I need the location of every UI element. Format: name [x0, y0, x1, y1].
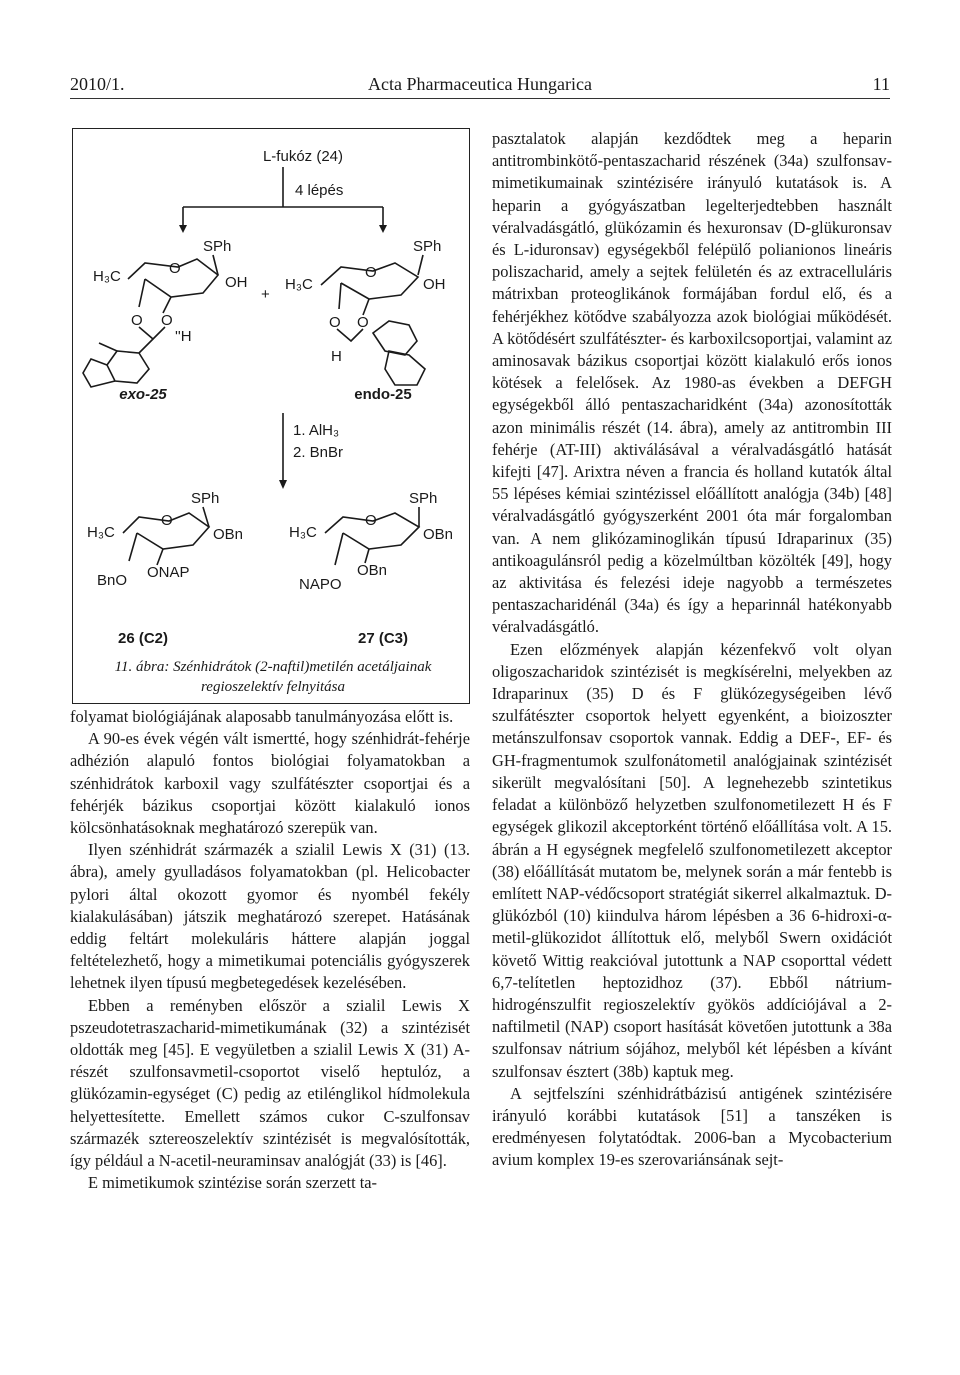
p26-ring-o: O: [161, 512, 173, 529]
left-paragraph-0: folyamat biológiájának alaposabb tanulmányozása előtt is.: [70, 707, 454, 726]
right-column: [492, 128, 892, 1172]
left-column: [70, 706, 470, 1194]
product-26-structure: [87, 490, 243, 589]
journal-title: Acta Pharmaceutica Hungarica: [368, 74, 592, 94]
p27-obn2-label: OBn: [357, 562, 388, 579]
caption-line-2: regioszelektív felnyitása: [201, 679, 345, 695]
p27-h3c-label: H₃C: [289, 524, 317, 541]
exo-25-structure: [83, 238, 248, 387]
plus-sign: +: [261, 286, 270, 303]
p26-h3c-label: H₃C: [87, 524, 115, 541]
p27-obn-label: OBn: [423, 526, 454, 543]
exo-h-label: ''H: [175, 328, 192, 345]
reagent-1: 1. AlH₃: [293, 422, 340, 439]
figure-caption: [87, 657, 459, 697]
reaction-scheme: [73, 129, 471, 705]
caption-line-1: 11. ábra: Szénhidrátok (2-naftil)metilén acetáljainak: [114, 659, 432, 675]
left-paragraph-3: Ebben a reményben először a szialil Lewis X pszeudotetraszacharid-mimetikumának (32) a szintézisét oldották meg [45]. E vegyületben a szialil Lewis X (31) A-részét szulfonsavmetil-csoportot viselő heptulóz, a glükózamin-egységet (C) pedig az etilénglikol hídmolekula helyettesítette. Emellett számos cukor C-szulfonsav származék sztereoszelektív szintézisét is megvalósították, így például a N-acetil-neuraminsav analógját (33) is [46].: [70, 995, 470, 1171]
exo-o1: O: [131, 312, 143, 329]
start-compound-label: L-fukóz (24): [262, 148, 344, 165]
p27-ring-o: O: [365, 512, 377, 529]
endo-25-structure: [285, 238, 446, 385]
header-rule: [70, 98, 890, 99]
endo-h-label: H: [331, 348, 342, 365]
exo-arrow-head: [179, 225, 187, 233]
right-paragraph-1: pasztalatok alapján kezdődtek meg a heparin antitrombinkötő-pentaszacharid részének (34a) szulfonsav-mimetikumainak szintézisére irányuló kutatások is. A heparin a gyógyászatban legelterjedtebben használt véralvadásgátló, glükózamin és hexuronsav (D-glükuronsav és L-iduronsav) egységekből felépülő polianionos lineáris poliszacharid, amely a sejtek felületén és az extracelluláris mátrixban proteoglikánok formájában fordul elő, és a fehérjékhez kötődve szabályozza azok biológiai működését. A kötődésért szulfátészter- és karboxilcsoportjai, valamint az aminosavak bázikus csoportjai között kialakuló erős ionos kötések a felelősek. Az 1980-as években a DEFGH egységekből álló pentaszacharidként (34a) azonosították azon minimális részét (14. ábra), amely az antitrombin III fehérje (AT-III) aktiválásával a véralvadásgátló hatását kifejti [47]. Arixtra néven a francia és holland kutatók által 55 lépéses kémiai szintézissel előállított analógja (34b) [48] véralvadásgátló gyógyszerként 2001 óta már forgalomban van. A nem glikózaminoglikán típusú Idraparinux (35) antikoagulánsról pedig a közelmúltban közölték [49], hogy az aktivitása és felezési ideje nagyobb a természetes pentaszacharidénál (34a) és így a heparinnál hatékonyabb véralvadásgátló.: [492, 129, 892, 637]
issue-year: 2010/1.: [70, 74, 125, 94]
endo-o2: O: [357, 314, 369, 331]
p27-napo-label: NAPO: [299, 576, 342, 593]
endo-sph-label: SPh: [413, 238, 442, 255]
endo-ring-o: O: [365, 264, 377, 281]
figure-11: [72, 128, 470, 704]
reagent-2: 2. BnBr: [293, 444, 344, 461]
running-header: [70, 72, 890, 96]
steps-label: 4 lépés: [295, 182, 344, 199]
left-paragraph-4: E mimetikumok szintézise során szerzett ta-: [88, 1173, 378, 1193]
right-paragraph-3: A sejtfelszíni szénhidrátbázisú antigének szintézisére irányuló korábbi kutatások [51] a tanszéken is eredményesen folytatódtak. 2006-ban a Mycobacterium avium komplex 19-es szerovariánsának sejt-: [492, 1083, 892, 1170]
product-27-structure: [289, 490, 453, 593]
product-27-label: 27 (C3): [357, 630, 409, 647]
p26-obn-label: OBn: [213, 526, 244, 543]
endo-o1: O: [329, 314, 341, 331]
endo-h3c-label: H₃C: [285, 276, 313, 293]
endo-oh-label: OH: [423, 276, 446, 293]
exo-h3c-label: H₃C: [93, 268, 121, 285]
p26-bno-label: BnO: [97, 572, 128, 589]
endo-arrow-head: [379, 225, 387, 233]
endo-25-label: endo-25: [354, 386, 412, 403]
p26-onap-label: ONAP: [147, 564, 190, 581]
left-paragraph-1: A 90-es évek végén vált ismertté, hogy szénhidrát-fehérje adhézión alapuló fontos biológiai folyamatokban a szénhidrátok karboxil vagy szulfátészter csoportjai és a fehérjék bázikus csoportjai között kialakuló ionos kölcsönhatásoknak meghatározó szerepük van.: [70, 729, 470, 838]
exo-ring-o: O: [169, 260, 181, 277]
page-number: 11: [872, 74, 890, 94]
reduction-arrow-head: [279, 480, 287, 489]
exo-oh-label: OH: [225, 274, 248, 291]
p27-sph-label: SPh: [409, 490, 438, 507]
exo-o2: O: [161, 312, 173, 329]
right-paragraph-2: Ezen előzmények alapján kézenfekvő volt olyan oligoszacharidok szintézisét is megkísérelni, melyekben az Idraparinux (35) D és F glükózegységeiben lévő szulfátészter csoportok helyett egyenként, a bioizoszter metánszulfonsav csoportok vannak. Eddig a DEF-, EF- és GH-fragmentumok szulfonátometil analógjainak szintézisét sikerült megvalósítani [50]. A legnehezebb szintetikus feladat a különböző helyzetben szulfonometilezett H és F egységek glikozil akceptorként történő előállítása volt. A 15. ábrán a H egységnek megfelelő szulfonometilezett akceptor (38) előállítását mutatom be, melynek során a már fentebb is említett NAP-védőcsoport stratégiát sikerrel alkalmaztuk. D-glükózból (10) kiindulva három lépésben a 36 6-hidroxi-α-metil-glükozidot állítottuk elő, melyből Swern oxidációt követő Wittig reakcióval jutottunk a NAP csoporttal védett 6,7-telítetlen heptozidhoz (37). Ebből nátrium-hidrogénszulfit regioszelektív gyökös addíciójával a 2-naftilmetil (NAP) csoport hasítását követően jutottunk a 38a szulfonsav nátrium sójához, melyből két lépésben a kívánt szulfonsav észtert (38b) kaptuk meg.: [492, 639, 892, 1081]
exo-sph-label: SPh: [203, 238, 232, 255]
left-paragraph-2: Ilyen szénhidrát származék a szialil Lewis X (31) (13. ábra), amely gyulladásos folyamatokban (pl. Helicobacter pylori által okozott gyomor és nyombél fekély kialakulásában) játszik meghatározó szerepet. Hatásának eddig feltárt molekuláris háttere alapján joggal feltételezhető, hogy a mimetikumai potenciális gyógyszerek lehetnek ilyen típusú megbetegedések kezelésében.: [70, 840, 470, 993]
product-26-label: 26 (C2): [117, 630, 169, 647]
p26-sph-label: SPh: [191, 490, 220, 507]
exo-25-label: exo-25: [119, 386, 167, 403]
